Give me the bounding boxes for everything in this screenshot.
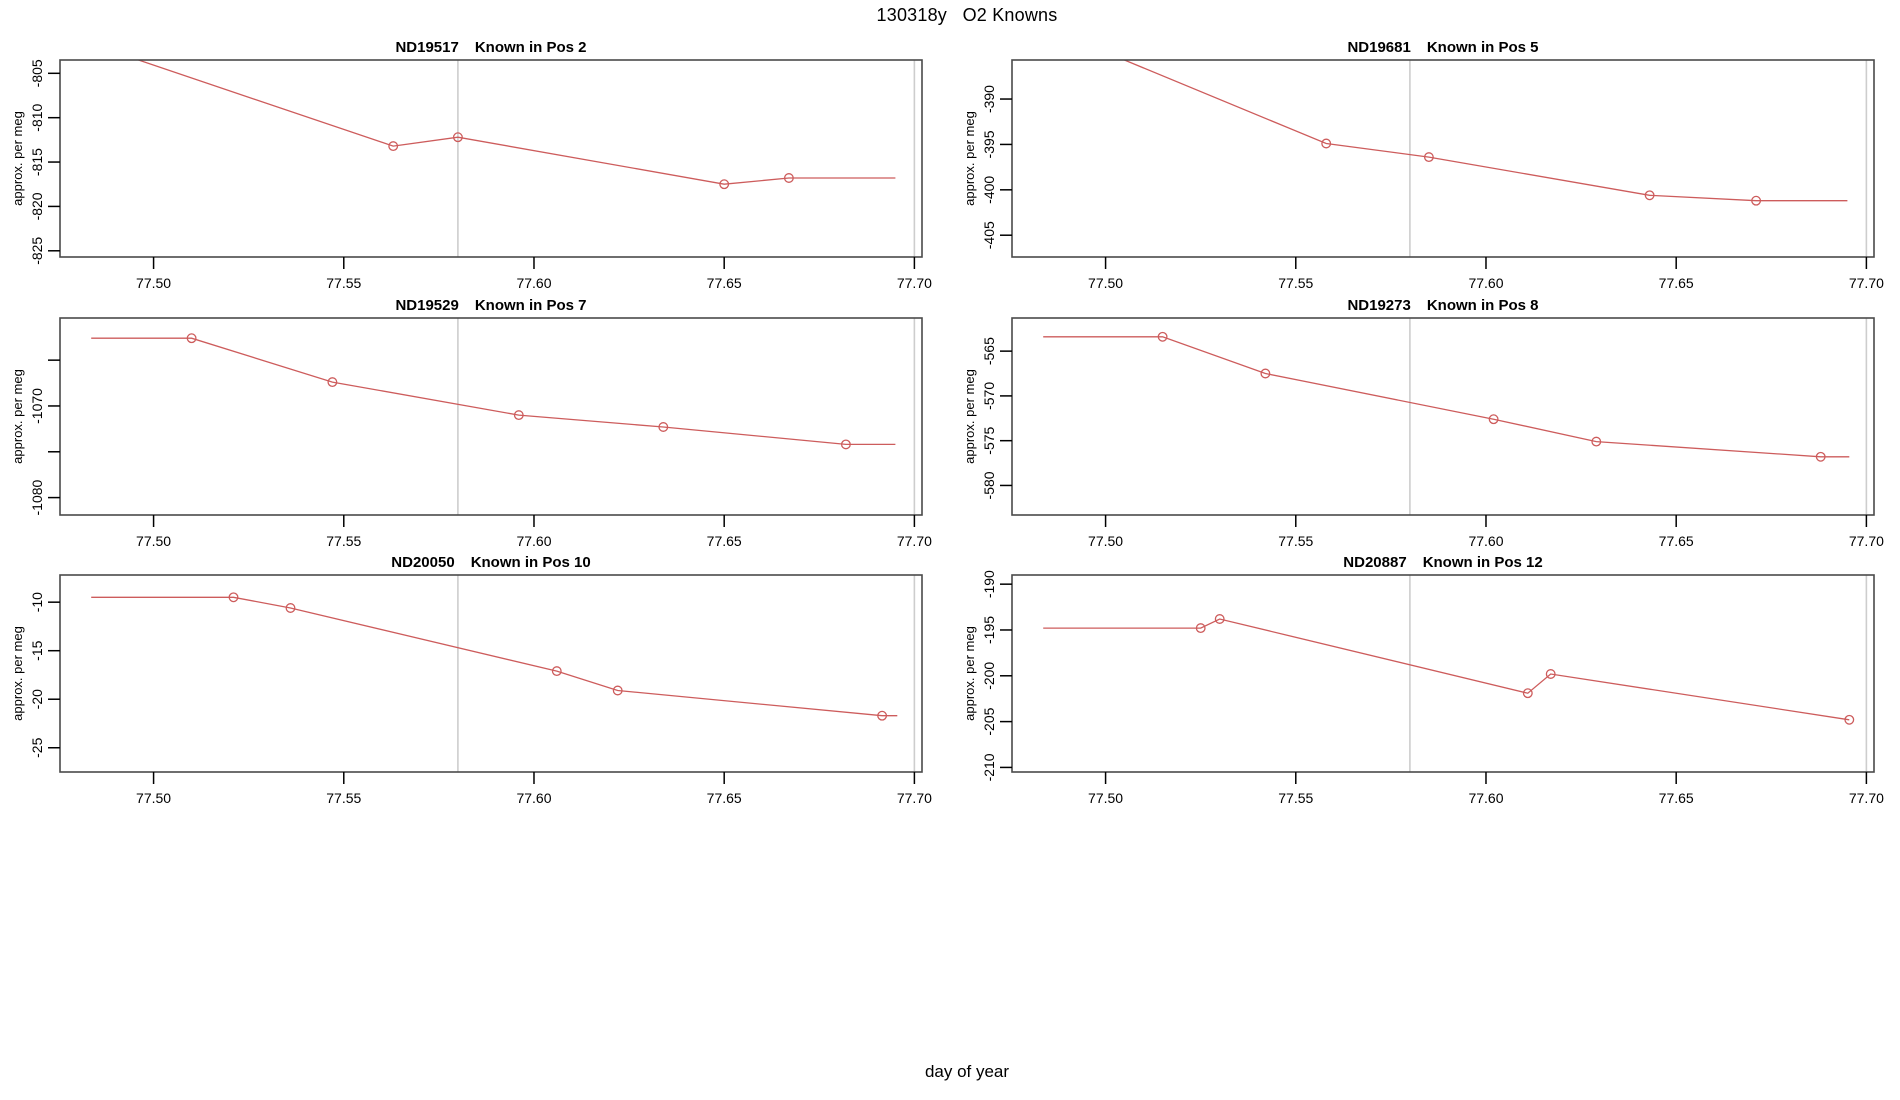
- panel-ND19273: [962, 297, 1884, 549]
- plot-border: [60, 60, 922, 257]
- series-line: [1043, 337, 1849, 457]
- plot-border: [1012, 60, 1874, 257]
- y-tick-label: -20: [29, 689, 45, 710]
- x-tick-label: 77.65: [706, 790, 742, 806]
- x-tick-label: 77.55: [1278, 275, 1314, 291]
- x-tick-label: 77.65: [706, 533, 742, 549]
- x-tick-label: 77.50: [1088, 790, 1124, 806]
- x-tick-label: 77.60: [516, 533, 552, 549]
- panel-title: [395, 39, 586, 56]
- series-line: [91, 44, 895, 184]
- y-tick-label: -1070: [29, 388, 45, 424]
- series-line: [91, 338, 895, 444]
- panel-title: [391, 554, 590, 571]
- panel-title-id: ND19681: [1347, 39, 1411, 56]
- x-tick-label: 77.70: [896, 790, 932, 806]
- plot-border: [1012, 318, 1874, 515]
- x-tick-label: 77.55: [1278, 790, 1314, 806]
- y-tick-label: -195: [981, 615, 997, 644]
- x-tick-label: 77.70: [1848, 533, 1884, 549]
- plot-border: [60, 575, 922, 772]
- series-line: [91, 597, 897, 715]
- x-tick-label: 77.60: [516, 275, 552, 291]
- panel-title-pos: Known in Pos 10: [470, 554, 591, 571]
- x-tick-label: 77.55: [1278, 533, 1314, 549]
- x-tick-label: 77.60: [1468, 275, 1504, 291]
- panel-title-id: ND20887: [1343, 554, 1407, 571]
- y-tick-label: -400: [981, 175, 997, 204]
- x-tick-label: 77.60: [516, 790, 552, 806]
- plot-border: [1012, 575, 1874, 772]
- panel-ND19529: [10, 297, 932, 549]
- x-tick-label: 77.70: [1848, 790, 1884, 806]
- x-tick-label: 77.50: [136, 275, 172, 291]
- panel-ND19681: [962, 26, 1884, 291]
- x-tick-label: 77.65: [706, 275, 742, 291]
- y-tick-label: -570: [981, 381, 997, 410]
- panel-title-id: ND20050: [391, 554, 455, 571]
- y-tick-label: -805: [29, 59, 45, 88]
- x-tick-label: 77.70: [1848, 275, 1884, 291]
- panel-title-id: ND19273: [1347, 297, 1411, 314]
- x-tick-label: 77.60: [1468, 533, 1504, 549]
- panel-ND20050: [10, 554, 932, 806]
- y-tick-label: -825: [29, 236, 45, 265]
- panel-title: [1347, 39, 1538, 56]
- panel-title: [1347, 297, 1538, 314]
- y-axis-label: approx. per meg: [962, 369, 977, 464]
- y-tick-label: -565: [981, 337, 997, 366]
- x-tick-label: 77.55: [326, 275, 362, 291]
- x-tick-label: 77.55: [326, 533, 362, 549]
- y-axis-label: approx. per meg: [962, 626, 977, 721]
- main-title: 130318y O2 Knowns: [876, 5, 1058, 25]
- panel-title-pos: Known in Pos 5: [1426, 39, 1539, 56]
- y-tick-label: -10: [29, 592, 45, 613]
- x-tick-label: 77.65: [1658, 275, 1694, 291]
- x-tick-label: 77.65: [1658, 533, 1694, 549]
- series-line: [1043, 619, 1849, 720]
- panel-title-pos: Known in Pos 7: [474, 297, 587, 314]
- y-axis-label: approx. per meg: [962, 111, 977, 206]
- y-tick-label: -405: [981, 221, 997, 250]
- y-axis-label: approx. per meg: [10, 369, 25, 464]
- y-tick-label: -395: [981, 130, 997, 159]
- y-tick-label: -190: [981, 570, 997, 599]
- x-tick-label: 77.50: [136, 790, 172, 806]
- panel-title-pos: Known in Pos 2: [474, 39, 587, 56]
- panel-title: [1343, 554, 1542, 571]
- y-tick-label: -205: [981, 707, 997, 736]
- y-tick-label: -810: [29, 103, 45, 132]
- panel-title-pos: Known in Pos 12: [1422, 554, 1543, 571]
- y-tick-label: -1080: [29, 479, 45, 516]
- panel-title-pos: Known in Pos 8: [1426, 297, 1539, 314]
- x-tick-label: 77.50: [1088, 275, 1124, 291]
- panel-ND20887: [962, 554, 1884, 806]
- plot-border: [60, 318, 922, 515]
- y-tick-label: -25: [29, 737, 45, 758]
- panel-title-id: ND19529: [395, 297, 459, 314]
- y-tick-label: -390: [981, 85, 997, 114]
- y-axis-label: approx. per meg: [10, 626, 25, 721]
- x-tick-label: 77.60: [1468, 790, 1504, 806]
- x-axis-title: day of year: [924, 1062, 1010, 1081]
- x-tick-label: 77.70: [896, 275, 932, 291]
- panel-title-id: ND19517: [395, 39, 459, 56]
- y-tick-label: -210: [981, 753, 997, 782]
- y-tick-label: -820: [29, 192, 45, 221]
- x-tick-label: 77.50: [136, 533, 172, 549]
- x-tick-label: 77.55: [326, 790, 362, 806]
- x-tick-label: 77.65: [1658, 790, 1694, 806]
- y-tick-label: -580: [981, 471, 997, 500]
- y-axis-label: approx. per meg: [10, 111, 25, 206]
- y-tick-label: -575: [981, 426, 997, 455]
- x-tick-label: 77.50: [1088, 533, 1124, 549]
- panel-title: [395, 297, 586, 314]
- x-tick-label: 77.70: [896, 533, 932, 549]
- y-tick-label: -200: [981, 661, 997, 690]
- y-tick-label: -815: [29, 148, 45, 177]
- y-tick-label: -15: [29, 640, 45, 661]
- panel-ND19517: [10, 39, 932, 291]
